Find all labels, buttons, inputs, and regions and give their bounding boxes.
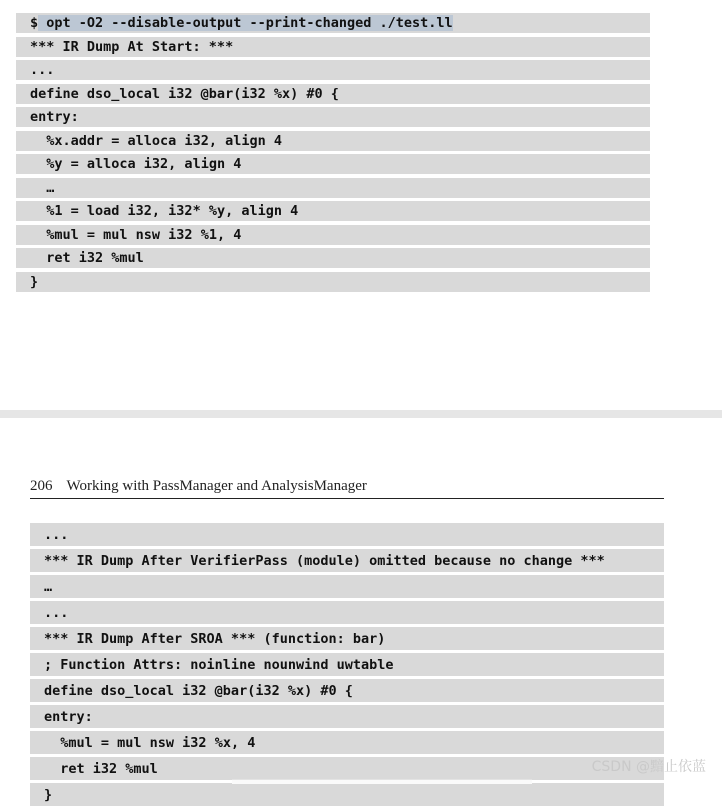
code-line: %y = alloca i32, align 4: [16, 154, 650, 174]
chapter-title: Working with PassManager and AnalysisManager: [66, 478, 367, 494]
code-line: ret i32 %mul: [16, 248, 650, 268]
code-line: ; Function Attrs: noinline nounwind uwtable: [30, 653, 664, 676]
code-line-command: [16, 13, 650, 33]
shell-prompt: $: [30, 15, 39, 31]
code-line: …: [30, 575, 664, 598]
watermark: CSDN @黯止依蓝: [591, 759, 706, 775]
code-line: %x.addr = alloca i32, align 4: [16, 131, 650, 151]
code-line: ...: [30, 601, 664, 624]
code-line: *** IR Dump After VerifierPass (module) omitted because no change ***: [30, 549, 664, 572]
code-line: }: [16, 272, 650, 292]
code-line: entry:: [30, 705, 664, 728]
page-number: 206: [30, 478, 53, 494]
code-line: ret i32 %mul: [30, 757, 664, 780]
code-line: %mul = mul nsw i32 %1, 4: [16, 225, 650, 245]
top-code-block: [16, 13, 650, 292]
page-break-divider: [0, 410, 722, 418]
code-line: }: [30, 783, 664, 806]
code-line: entry:: [16, 107, 650, 127]
code-line: %1 = load i32, i32* %y, align 4: [16, 201, 650, 221]
code-line: …: [16, 178, 650, 198]
code-line: ...: [16, 60, 650, 80]
bottom-code-block: [30, 523, 664, 806]
scrollbar-edge: [232, 779, 532, 784]
highlighted-command: opt -O2 --disable-output --print-changed ./test.ll: [38, 15, 453, 31]
code-line: %mul = mul nsw i32 %x, 4: [30, 731, 664, 754]
code-line: define dso_local i32 @bar(i32 %x) #0 {: [16, 84, 650, 104]
page-header: [30, 478, 664, 499]
code-line: *** IR Dump After SROA *** (function: bar): [30, 627, 664, 650]
code-line: ...: [30, 523, 664, 546]
code-line: define dso_local i32 @bar(i32 %x) #0 {: [30, 679, 664, 702]
code-line: *** IR Dump At Start: ***: [16, 37, 650, 57]
